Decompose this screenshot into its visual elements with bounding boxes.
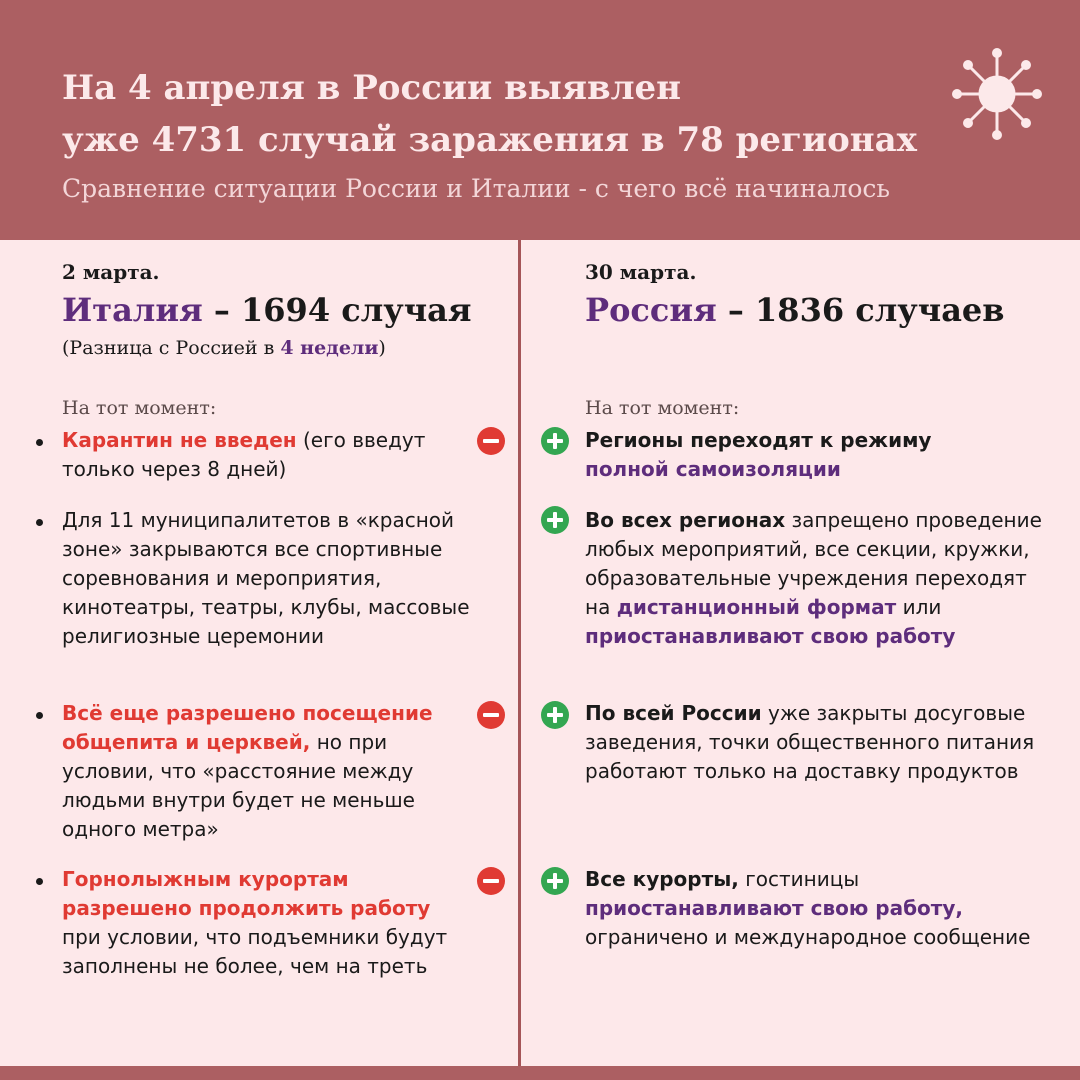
italy-cases: – 1694 случая <box>213 291 472 329</box>
russia-moment-label: На тот момент: <box>585 397 740 419</box>
minus-icon <box>477 427 505 455</box>
bullet <box>36 712 43 719</box>
plus-icon <box>541 427 569 455</box>
russia-cases-line <box>585 286 1030 334</box>
page-subtitle: Сравнение ситуации России и Италии - с чего всё начиналось <box>62 174 890 203</box>
page-title: На 4 апреля в России выявлен уже 4731 случай заражения в 78 регионах <box>62 68 917 160</box>
column-divider <box>518 240 521 1066</box>
russia-date: 30 марта. <box>585 260 697 284</box>
italy-moment-label: На тот момент: <box>62 397 217 419</box>
russia-item: Во всех регионах запрещено проведение любых мероприятий, все секции, кружки, образовательные учреждения переходят на дистанционный формат или приостанавливают свою работу <box>585 508 1042 648</box>
italy-item: Карантин не введен (его введут только через 8 дней) <box>62 428 426 481</box>
italy-item: Всё еще разрешено посещение общепита и церквей, но при условии, что «расстояние между людьми внутри будет не меньше одного метра» <box>62 701 433 841</box>
plus-icon <box>541 701 569 729</box>
virus-icon <box>952 44 1042 144</box>
italy-date: 2 марта. <box>62 260 160 284</box>
russia-cases: – 1836 случаев <box>727 291 1005 329</box>
russia-country: Россия <box>585 291 717 329</box>
russia-item: По всей России уже закрыты досуговые заведения, точки общественного питания работают только на доставку продуктов <box>585 701 1035 783</box>
bullet <box>36 439 43 446</box>
russia-item: Все курорты, гостиницы приостанавливают свою работу, ограничено и международное сообщение <box>585 867 1031 949</box>
plus-icon <box>541 867 569 895</box>
bullet <box>36 878 43 885</box>
russia-header <box>585 258 1030 334</box>
italy-item: Горнолыжным курортам разрешено продолжить работу при условии, что подъемники будут заполнены не более, чем на треть <box>62 867 448 978</box>
italy-cases-line <box>62 286 507 334</box>
italy-difference: (Разница с Россией в 4 недели) <box>62 337 386 359</box>
italy-item: Для 11 муниципалитетов в «красной зоне» закрываются все спортивные соревнования и мероприятия, кинотеатры, театры, клубы, массовые религиозные церемонии <box>62 508 470 648</box>
footer-band <box>0 1066 1080 1080</box>
bullet <box>36 519 43 526</box>
russia-item: Регионы переходят к режиму полной самоизоляции <box>585 428 932 481</box>
italy-header <box>62 258 507 362</box>
plus-icon <box>541 506 569 534</box>
minus-icon <box>477 701 505 729</box>
italy-country: Италия <box>62 291 203 329</box>
minus-icon <box>477 867 505 895</box>
header-banner <box>0 0 1080 240</box>
